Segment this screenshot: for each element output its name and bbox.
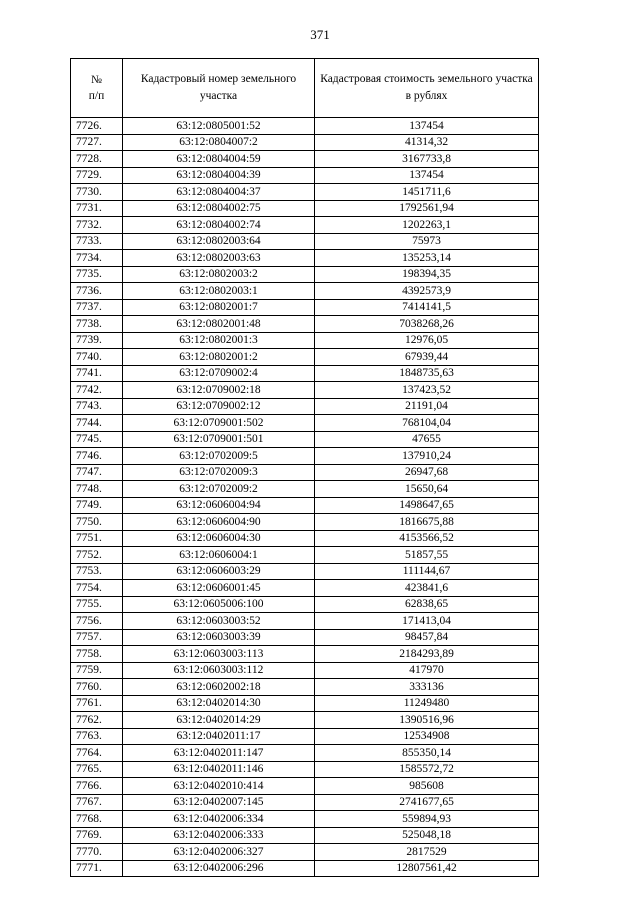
cadastral-number: 63:12:0402011:146 bbox=[123, 761, 315, 778]
cadastral-value: 985608 bbox=[315, 778, 539, 795]
table-row bbox=[71, 151, 539, 168]
table-row bbox=[71, 382, 539, 399]
row-number: 7766. bbox=[71, 778, 123, 795]
cadastral-number: 63:12:0402006:333 bbox=[123, 827, 315, 844]
row-number: 7730. bbox=[71, 184, 123, 201]
cadastral-number: 63:12:0709002:4 bbox=[123, 365, 315, 382]
cadastral-value: 198394,35 bbox=[315, 266, 539, 283]
table-row bbox=[71, 695, 539, 712]
cadastral-number: 63:12:0603003:52 bbox=[123, 613, 315, 630]
row-number: 7736. bbox=[71, 283, 123, 300]
table-row bbox=[71, 134, 539, 151]
header-number-abbr: п/п bbox=[88, 90, 105, 102]
table-row bbox=[71, 646, 539, 663]
row-number: 7733. bbox=[71, 233, 123, 250]
table-row bbox=[71, 596, 539, 613]
table-row bbox=[71, 679, 539, 696]
table-row bbox=[71, 662, 539, 679]
cadastral-value: 1848735,63 bbox=[315, 365, 539, 382]
cadastral-number: 63:12:0802001:48 bbox=[123, 316, 315, 333]
cadastral-value: 4392573,9 bbox=[315, 283, 539, 300]
cadastral-value: 98457,84 bbox=[315, 629, 539, 646]
page-number: 371 bbox=[310, 27, 330, 42]
cadastral-value: 137910,24 bbox=[315, 448, 539, 465]
row-number: 7747. bbox=[71, 464, 123, 481]
table-row bbox=[71, 464, 539, 481]
cadastral-number: 63:12:0606004:30 bbox=[123, 530, 315, 547]
header-cadastral-number: Кадастровый номер земельного участка bbox=[123, 59, 315, 118]
row-number: 7768. bbox=[71, 811, 123, 828]
row-number: 7770. bbox=[71, 844, 123, 861]
cadastral-value: 855350,14 bbox=[315, 745, 539, 762]
cadastral-number: 63:12:0402014:29 bbox=[123, 712, 315, 729]
row-number: 7760. bbox=[71, 679, 123, 696]
cadastral-value: 2741677,65 bbox=[315, 794, 539, 811]
cadastral-number: 63:12:0709002:18 bbox=[123, 382, 315, 399]
table-row bbox=[71, 200, 539, 217]
cadastral-number: 63:12:0802001:7 bbox=[123, 299, 315, 316]
cadastral-value: 559894,93 bbox=[315, 811, 539, 828]
table-row bbox=[71, 712, 539, 729]
table-row bbox=[71, 283, 539, 300]
table-row bbox=[71, 613, 539, 630]
cadastral-number: 63:12:0805001:52 bbox=[123, 118, 315, 135]
table-row bbox=[71, 184, 539, 201]
table-row bbox=[71, 860, 539, 877]
cadastral-number: 63:12:0702009:3 bbox=[123, 464, 315, 481]
cadastral-number: 63:12:0804004:39 bbox=[123, 167, 315, 184]
cadastral-value: 1498647,65 bbox=[315, 497, 539, 514]
cadastral-number: 63:12:0804002:75 bbox=[123, 200, 315, 217]
table-row bbox=[71, 299, 539, 316]
cadastral-number: 63:12:0603003:39 bbox=[123, 629, 315, 646]
cadastral-value: 768104,04 bbox=[315, 415, 539, 432]
cadastral-number: 63:12:0802001:3 bbox=[123, 332, 315, 349]
cadastral-number: 63:12:0402006:334 bbox=[123, 811, 315, 828]
table-row bbox=[71, 547, 539, 564]
table-header bbox=[71, 59, 539, 118]
header-number bbox=[71, 59, 123, 118]
cadastral-value: 75973 bbox=[315, 233, 539, 250]
row-number: 7726. bbox=[71, 118, 123, 135]
table-row bbox=[71, 250, 539, 267]
cadastral-value: 1202263,1 bbox=[315, 217, 539, 234]
cadastral-number: 63:12:0606004:90 bbox=[123, 514, 315, 531]
cadastral-number: 63:12:0402007:145 bbox=[123, 794, 315, 811]
cadastral-value: 41314,32 bbox=[315, 134, 539, 151]
cadastral-value: 11249480 bbox=[315, 695, 539, 712]
table-row bbox=[71, 778, 539, 795]
table-row bbox=[71, 217, 539, 234]
table-row bbox=[71, 745, 539, 762]
header-row bbox=[71, 59, 539, 118]
table-row bbox=[71, 332, 539, 349]
row-number: 7769. bbox=[71, 827, 123, 844]
row-number: 7767. bbox=[71, 794, 123, 811]
table-row bbox=[71, 761, 539, 778]
cadastral-value: 26947,68 bbox=[315, 464, 539, 481]
cadastral-value: 171413,04 bbox=[315, 613, 539, 630]
table-body bbox=[71, 118, 539, 877]
cadastral-value: 67939,44 bbox=[315, 349, 539, 366]
row-number: 7728. bbox=[71, 151, 123, 168]
row-number: 7737. bbox=[71, 299, 123, 316]
cadastral-number: 63:12:0702009:2 bbox=[123, 481, 315, 498]
row-number: 7752. bbox=[71, 547, 123, 564]
cadastral-number: 63:12:0605006:100 bbox=[123, 596, 315, 613]
row-number: 7746. bbox=[71, 448, 123, 465]
row-number: 7742. bbox=[71, 382, 123, 399]
table-row bbox=[71, 629, 539, 646]
table-row bbox=[71, 481, 539, 498]
row-number: 7762. bbox=[71, 712, 123, 729]
table-row bbox=[71, 398, 539, 415]
table-row bbox=[71, 349, 539, 366]
cadastral-number: 63:12:0606001:45 bbox=[123, 580, 315, 597]
table-row bbox=[71, 728, 539, 745]
row-number: 7732. bbox=[71, 217, 123, 234]
cadastral-value: 135253,14 bbox=[315, 250, 539, 267]
cadastral-value: 15650,64 bbox=[315, 481, 539, 498]
row-number: 7734. bbox=[71, 250, 123, 267]
header-number-symbol: № bbox=[91, 74, 102, 86]
table-row bbox=[71, 266, 539, 283]
row-number: 7753. bbox=[71, 563, 123, 580]
table-row bbox=[71, 431, 539, 448]
cadastral-number: 63:12:0802003:63 bbox=[123, 250, 315, 267]
cadastral-number: 63:12:0603003:112 bbox=[123, 662, 315, 679]
cadastral-number: 63:12:0802003:64 bbox=[123, 233, 315, 250]
cadastral-number: 63:12:0802003:2 bbox=[123, 266, 315, 283]
cadastral-value: 423841,6 bbox=[315, 580, 539, 597]
cadastral-value: 1451711,6 bbox=[315, 184, 539, 201]
row-number: 7756. bbox=[71, 613, 123, 630]
row-number: 7748. bbox=[71, 481, 123, 498]
table-row bbox=[71, 794, 539, 811]
row-number: 7749. bbox=[71, 497, 123, 514]
cadastral-value: 7038268,26 bbox=[315, 316, 539, 333]
row-number: 7739. bbox=[71, 332, 123, 349]
cadastral-number: 63:12:0606004:1 bbox=[123, 547, 315, 564]
cadastral-number: 63:12:0402011:17 bbox=[123, 728, 315, 745]
row-number: 7771. bbox=[71, 860, 123, 877]
cadastral-value: 21191,04 bbox=[315, 398, 539, 415]
cadastral-number: 63:12:0603003:113 bbox=[123, 646, 315, 663]
row-number: 7738. bbox=[71, 316, 123, 333]
table-row bbox=[71, 448, 539, 465]
table-row bbox=[71, 316, 539, 333]
cadastral-number: 63:12:0802001:2 bbox=[123, 349, 315, 366]
row-number: 7759. bbox=[71, 662, 123, 679]
cadastral-value: 12807561,42 bbox=[315, 860, 539, 877]
cadastral-number: 63:12:0402014:30 bbox=[123, 695, 315, 712]
cadastral-number: 63:12:0702009:5 bbox=[123, 448, 315, 465]
cadastral-value: 2817529 bbox=[315, 844, 539, 861]
cadastral-value: 12534908 bbox=[315, 728, 539, 745]
table-row bbox=[71, 167, 539, 184]
row-number: 7731. bbox=[71, 200, 123, 217]
row-number: 7744. bbox=[71, 415, 123, 432]
cadastral-table bbox=[70, 58, 539, 877]
cadastral-value: 417970 bbox=[315, 662, 539, 679]
cadastral-value: 1390516,96 bbox=[315, 712, 539, 729]
row-number: 7764. bbox=[71, 745, 123, 762]
cadastral-number: 63:12:0602002:18 bbox=[123, 679, 315, 696]
cadastral-value: 12976,05 bbox=[315, 332, 539, 349]
cadastral-number: 63:12:0606004:94 bbox=[123, 497, 315, 514]
table-row bbox=[71, 365, 539, 382]
table-row bbox=[71, 415, 539, 432]
cadastral-value: 7414141,5 bbox=[315, 299, 539, 316]
cadastral-number: 63:12:0402006:296 bbox=[123, 860, 315, 877]
row-number: 7763. bbox=[71, 728, 123, 745]
cadastral-value: 111144,67 bbox=[315, 563, 539, 580]
cadastral-value: 333136 bbox=[315, 679, 539, 696]
row-number: 7735. bbox=[71, 266, 123, 283]
cadastral-value: 1792561,94 bbox=[315, 200, 539, 217]
cadastral-number: 63:12:0402010:414 bbox=[123, 778, 315, 795]
row-number: 7757. bbox=[71, 629, 123, 646]
table-row bbox=[71, 233, 539, 250]
cadastral-number: 63:12:0709001:501 bbox=[123, 431, 315, 448]
cadastral-value: 3167733,8 bbox=[315, 151, 539, 168]
cadastral-value: 137423,52 bbox=[315, 382, 539, 399]
cadastral-number: 63:12:0709002:12 bbox=[123, 398, 315, 415]
cadastral-number: 63:12:0804002:74 bbox=[123, 217, 315, 234]
row-number: 7740. bbox=[71, 349, 123, 366]
cadastral-value: 1816675,88 bbox=[315, 514, 539, 531]
cadastral-value: 137454 bbox=[315, 118, 539, 135]
row-number: 7729. bbox=[71, 167, 123, 184]
cadastral-number: 63:12:0804004:59 bbox=[123, 151, 315, 168]
row-number: 7750. bbox=[71, 514, 123, 531]
table-row bbox=[71, 811, 539, 828]
table-row bbox=[71, 827, 539, 844]
row-number: 7743. bbox=[71, 398, 123, 415]
cadastral-value: 525048,18 bbox=[315, 827, 539, 844]
row-number: 7755. bbox=[71, 596, 123, 613]
cadastral-number: 63:12:0802003:1 bbox=[123, 283, 315, 300]
cadastral-value: 62838,65 bbox=[315, 596, 539, 613]
cadastral-value: 51857,55 bbox=[315, 547, 539, 564]
row-number: 7741. bbox=[71, 365, 123, 382]
row-number: 7745. bbox=[71, 431, 123, 448]
row-number: 7765. bbox=[71, 761, 123, 778]
table-row bbox=[71, 118, 539, 135]
cadastral-number: 63:12:0709001:502 bbox=[123, 415, 315, 432]
row-number: 7758. bbox=[71, 646, 123, 663]
table-row bbox=[71, 530, 539, 547]
header-cadastral-value: Кадастровая стоимость земельного участка в рублях bbox=[315, 59, 539, 118]
cadastral-number: 63:12:0804004:37 bbox=[123, 184, 315, 201]
cadastral-number: 63:12:0402006:327 bbox=[123, 844, 315, 861]
cadastral-number: 63:12:0606003:29 bbox=[123, 563, 315, 580]
cadastral-value: 47655 bbox=[315, 431, 539, 448]
cadastral-value: 2184293,89 bbox=[315, 646, 539, 663]
row-number: 7754. bbox=[71, 580, 123, 597]
table-row bbox=[71, 563, 539, 580]
row-number: 7761. bbox=[71, 695, 123, 712]
table-row bbox=[71, 514, 539, 531]
cadastral-number: 63:12:0402011:147 bbox=[123, 745, 315, 762]
row-number: 7727. bbox=[71, 134, 123, 151]
table-row bbox=[71, 844, 539, 861]
table-row bbox=[71, 580, 539, 597]
cadastral-value: 1585572,72 bbox=[315, 761, 539, 778]
table-row bbox=[71, 497, 539, 514]
cadastral-value: 137454 bbox=[315, 167, 539, 184]
cadastral-value: 4153566,52 bbox=[315, 530, 539, 547]
row-number: 7751. bbox=[71, 530, 123, 547]
cadastral-number: 63:12:0804007:2 bbox=[123, 134, 315, 151]
